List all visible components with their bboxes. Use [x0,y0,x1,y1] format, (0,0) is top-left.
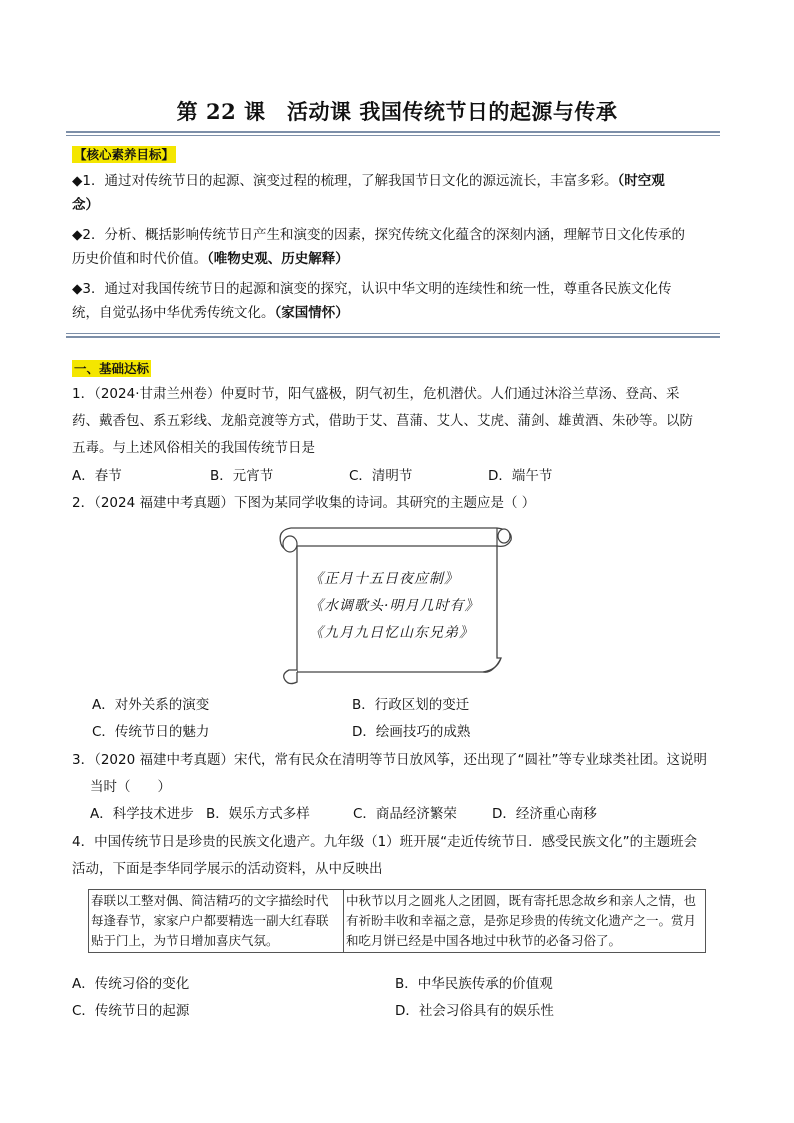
q2-option-a[interactable]: A．对外关系的演变 [92,697,210,713]
q4-option-a[interactable]: A．传统习俗的变化 [72,976,190,992]
poem-3: 《九月九日忆山东兄弟》 [309,625,474,641]
q1-line3: 五毒。与上述风俗相关的我国传统节日是 [72,440,315,456]
title-divider [66,131,720,136]
q3-option-c[interactable]: C．商品经济繁荣 [353,806,457,822]
poem-2: 《水调歌头·明月几时有》 [309,598,480,614]
objective-3-line2: 统，自觉弘扬中华优秀传统文化。（家国情怀） [72,305,349,321]
q1-line2: 药、戴香包、系五彩线、龙船竞渡等方式，借助于艾、菖蒲、艾人、艾虎、蒲剑、雄黄酒、朱砂等。以防 [72,413,693,429]
objective-2-line1: ◆2．分析、概括影响传统节日产生和演变的因素，探究传统文化蕴含的深刻内涵，理解节日文化传承的 [72,227,685,243]
q4-option-c[interactable]: C．传统节日的起源 [72,1003,190,1019]
q2-option-d[interactable]: D．绘画技巧的成熟 [352,724,471,740]
page-title: 第 22 课 活动课 我国传统节日的起源与传承 [176,99,618,124]
q3-option-d[interactable]: D．经济重心南移 [492,806,597,822]
q1-line1: 1．（2024·甘肃兰州卷）仲夏时节，阳气盛极，阴气初生，危机潜伏。人们通过沐浴兰草汤、登高、采 [72,386,680,402]
q4-option-b[interactable]: B．中华民族传承的价值观 [395,976,553,992]
q1-option-b[interactable]: B．元宵节 [210,468,274,484]
mid-autumn-cell: 中秋节以月之圆兆人之团圆，既有寄托思念故乡和亲人之情，也 有祈盼丰收和幸福之意，是弥足珍贵的传统文化遗产之一。赏月 和吃月饼已经是中国各地过中秋节的必备习俗了。 [344,890,706,953]
q3-line2: 当时（ ） [90,779,171,795]
poem-scroll [275,524,515,688]
q4-line1: 4．中国传统节日是珍贵的民族文化遗产。九年级（1）班开展“走近传统节日．感受民族文化”的主题班会 [72,834,698,850]
objective-3-line1: ◆3．通过对我国传统节日的起源和演变的探究，认识中华文明的连续性和统一性，尊重各民族文化传 [72,281,672,297]
q1-option-c[interactable]: C．清明节 [349,468,413,484]
section-heading: 一、基础达标 [74,361,150,376]
q1-option-a[interactable]: A．春节 [72,468,122,484]
objectives-heading: 【核心素养目标】 [74,147,175,162]
spring-festival-cell: 春联以工整对偶、简洁精巧的文字描绘时代 每逢春节，家家户户都要精选一副大红春联 贴于门上，为节日增加喜庆气氛。 [89,890,344,953]
section-divider [66,333,720,338]
q2-option-c[interactable]: C．传统节日的魅力 [92,724,210,740]
q3-option-b[interactable]: B．娱乐方式多样 [206,806,310,822]
materials-table [88,889,706,953]
q1-option-d[interactable]: D．端午节 [488,468,553,484]
q4-line2: 活动，下面是李华同学展示的活动资料，从中反映出 [72,861,383,877]
objective-1-line1: ◆1．通过对传统节日的起源、演变过程的梳理，了解我国节日文化的源远流长，丰富多彩。（时空观 [72,173,665,189]
q3-line1: 3．（2020 福建中考真题）宋代，常有民众在清明等节日放风筝，还出现了“圆社”等专业球类社团。这说明 [72,752,707,768]
poem-1: 《正月十五日夜应制》 [309,571,459,587]
q2-option-b[interactable]: B．行政区划的变迁 [352,697,470,713]
q3-option-a[interactable]: A．科学技术进步 [90,806,194,822]
q4-option-d[interactable]: D．社会习俗具有的娱乐性 [395,1003,554,1019]
objective-1-line2: 念） [72,197,99,213]
q2-stem: 2．（2024 福建中考真题）下图为某同学收集的诗词。其研究的主题应是（ ） [72,495,536,511]
objective-2-line2: 历史价值和时代价值。（唯物史观、历史解释） [72,251,349,267]
